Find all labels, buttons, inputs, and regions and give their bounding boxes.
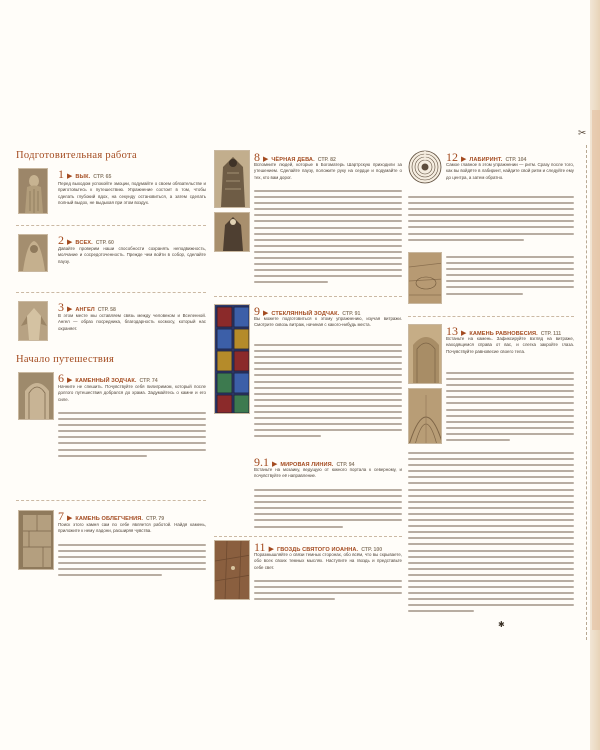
text-block xyxy=(446,256,574,306)
text-block xyxy=(408,452,574,624)
entry-title: ЛАБИРИНТ. xyxy=(469,157,503,163)
text-block xyxy=(58,412,206,462)
divider xyxy=(214,536,402,537)
page-reference: СТР. 60 xyxy=(95,240,114,246)
scissors-icon: ✂ xyxy=(578,128,587,139)
divider xyxy=(16,500,206,501)
thumbnail-vault xyxy=(408,388,442,444)
text-block xyxy=(254,344,402,444)
thumbnail-black-virgin-2 xyxy=(214,212,250,252)
page-reference: СТР. 91 xyxy=(342,311,361,317)
entry-number: 3 xyxy=(58,300,64,314)
ornament-star-icon: ✱ xyxy=(498,620,505,629)
entry-text-9-1: Встаньте на мозаику, ведущую от южного портала к северному, и почувствуйте её направление. xyxy=(254,467,402,479)
text-block xyxy=(408,196,574,251)
entry-title: ВЫК. xyxy=(75,174,91,180)
entry-title: ЧЁРНАЯ ДЕВА. xyxy=(271,157,315,163)
entry-number: 1 xyxy=(58,167,64,181)
thumbnail-stone xyxy=(18,510,54,570)
entry-text-8: Вспомните людей, которые в Богоматерь Шартрскую приходили за утешением. Сделайте паузу, положите руку на сердце и подумайте о тех, кто вам дорог. xyxy=(254,162,402,180)
text-block xyxy=(254,190,402,290)
divider xyxy=(16,225,206,226)
entry-text-11: Поразмышляйте о связи темных сторонах, обо всём, что вы скрываете, обо всех своих темных мыслях. Наступите на гвоздь и представьте себе свет. xyxy=(254,552,402,570)
entry-heading-1 xyxy=(58,167,111,182)
entry-title: КАМЕННЫЙ ЗОДЧАК. xyxy=(75,378,137,384)
page-reference: СТР. 58 xyxy=(97,307,116,313)
entry-number: 12 xyxy=(446,150,458,164)
section-title-journey: Начало путешествия xyxy=(16,354,115,365)
page-reference: СТР. 65 xyxy=(93,174,112,180)
entry-number: 6 xyxy=(58,371,64,385)
thumbnail-angel xyxy=(18,301,48,341)
text-block xyxy=(58,544,206,586)
thumbnail-sculpture xyxy=(18,234,48,272)
section-title-preparation: Подготовительная работа xyxy=(16,150,137,161)
entry-text-13: Встаньте на камень. Зафиксируйте взгляд на витраже, находящемся справа от вас, и слегка закройте глаза. Почувствуйте равновесие своего тела. xyxy=(446,336,574,354)
text-block xyxy=(254,489,402,534)
thumbnail-labyrinth-photo xyxy=(408,252,442,304)
entry-number: 11 xyxy=(254,540,266,554)
entry-title: КАМЕНЬ РАВНОВЕСИЯ. xyxy=(469,331,538,337)
entry-title: МИРОВАЯ ЛИНИЯ. xyxy=(280,462,334,468)
page-edge-accent xyxy=(592,110,600,630)
divider xyxy=(214,296,402,297)
entry-number: 9.1 xyxy=(254,455,269,469)
arrow-right-icon: ▶ xyxy=(263,310,269,317)
entry-text-2: Давайте проверим наши способности сохранять неподвижность, молчание и сосредоточенность. Прежде чем войти в собор, сделайте паузу. xyxy=(58,246,206,264)
thumbnail-arch xyxy=(18,372,54,420)
entry-title: СТЕКЛЯННЫЙ ЗОДЧАК. xyxy=(271,311,340,317)
arrow-right-icon: ▶ xyxy=(268,546,274,553)
entry-text-3: В этом месте мы оставляем связь между человеком и Вселенной. Ангел — образ посредника, благодарность космосу, который нас охраняет. xyxy=(58,313,206,331)
cut-line xyxy=(586,145,587,640)
entry-title: ГВОЗДЬ СВЯТОГО ИОАННА. xyxy=(276,547,359,553)
entry-title: КАМЕНЬ ОБЛЕГЧЕНИЯ. xyxy=(75,516,144,522)
page-reference: СТР. 74 xyxy=(139,378,158,384)
arrow-right-icon: ▶ xyxy=(67,173,73,180)
thumbnail-floor xyxy=(214,540,250,600)
arrow-right-icon: ▶ xyxy=(67,377,73,384)
thumbnail-labyrinth xyxy=(408,150,442,184)
arrow-right-icon: ▶ xyxy=(67,239,73,246)
entry-number: 7 xyxy=(58,509,64,523)
entry-text-1: Перед выходом успокойте эмоции, подумайте о своем обязательстве и приготовьтесь к путешествию. Упражнение состоит в том, чтобы сделать глубокий вдох, на секунду остановиться, а затем сделать полный выдох, не выдыхая при этом воздух. xyxy=(58,181,206,206)
text-block xyxy=(446,372,574,452)
entry-text-7: Поиск этого камня сам по себе является работой. Найдя камень, приложите к нему ладони, расширяя чувства. xyxy=(58,522,206,534)
thumbnail-black-virgin xyxy=(214,150,250,208)
entry-number: 2 xyxy=(58,233,64,247)
entry-number: 13 xyxy=(446,324,458,338)
page-reference: СТР. 111 xyxy=(540,331,562,337)
entry-number: 9 xyxy=(254,304,260,318)
arrow-right-icon: ▶ xyxy=(461,156,467,163)
arrow-right-icon: ▶ xyxy=(461,330,467,337)
page-reference: СТР. 82 xyxy=(317,157,336,163)
entry-title: ВСЕХ. xyxy=(75,240,93,246)
entry-text-9: Вы можете подготовиться к этому упражнению, изучая витражи. Смотрите сквозь витраж, начиная с какого-нибудь места. xyxy=(254,316,402,328)
divider xyxy=(408,316,574,317)
page-reference: СТР. 100 xyxy=(361,547,383,553)
arrow-right-icon: ▶ xyxy=(67,515,73,522)
entry-title: АНГЕЛ xyxy=(75,307,95,313)
arrow-right-icon: ▶ xyxy=(263,156,269,163)
thumbnail-stained-glass xyxy=(214,304,250,414)
arrow-right-icon: ▶ xyxy=(272,461,278,468)
entry-text-12: Самое главное в этом упражнении — ритм. Сразу после того, как вы войдёте в лабиринт, найдите свой ритм и следуйте ему до центра, а затем обратно. xyxy=(446,162,574,180)
divider xyxy=(16,292,206,293)
page-reference: СТР. 79 xyxy=(146,516,165,522)
page-reference: СТР. 104 xyxy=(505,157,527,163)
thumbnail-statue xyxy=(18,168,48,214)
page-reference: СТР. 94 xyxy=(336,462,355,468)
entry-text-6: Начните не спешить. Почувствуйте себя пилигримом, который после долгого путешествия добрался до храма. Задумайтесь о камне и его силе. xyxy=(58,384,206,402)
entry-number: 8 xyxy=(254,150,260,164)
text-block xyxy=(254,580,402,606)
thumbnail-stone-balance xyxy=(408,324,442,384)
arrow-right-icon: ▶ xyxy=(67,306,73,313)
